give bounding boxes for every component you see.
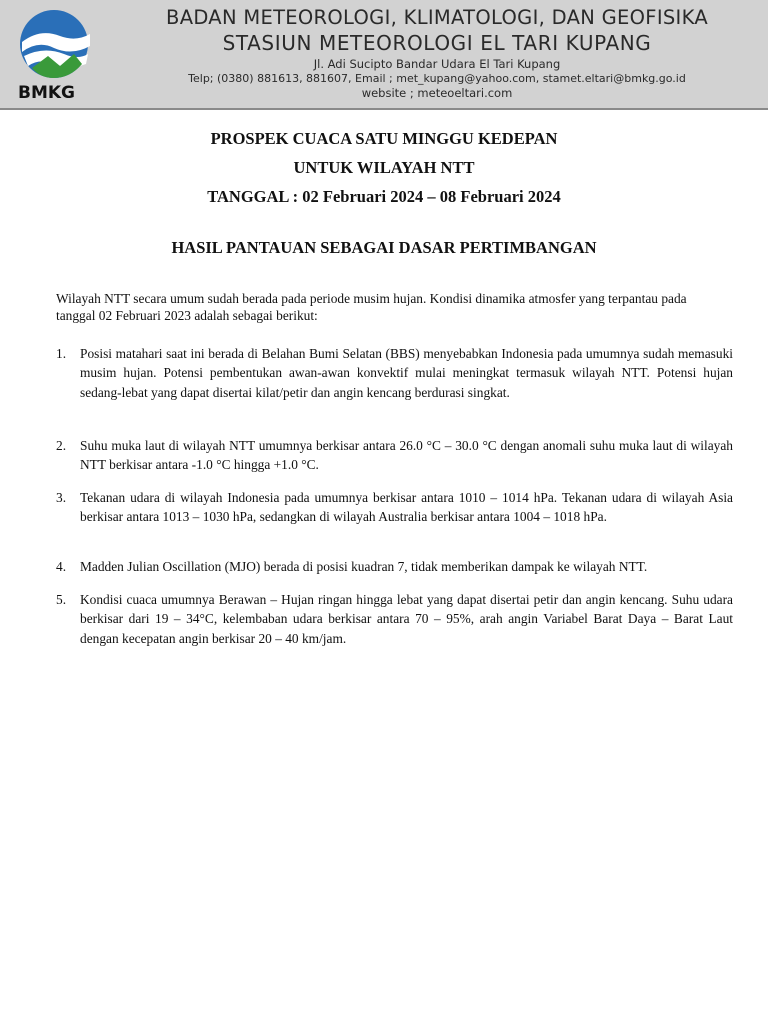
list-item <box>56 557 733 590</box>
document-region: UNTUK WILAYAH NTT <box>293 158 475 177</box>
list-item-text: Posisi matahari saat ini berada di Belahan Bumi Selatan (BBS) menyebabkan Indonesia pada umumnya sudah memasuki musim hujan. Potensi pembentukan awan-awan konvektif mulai meningkat termasuk wilayah NTT. Potensi hujan sedang-lebat yang dapat disertai kilat/petir dan angin kencang berdurasi singkat. <box>80 346 733 400</box>
document-titles <box>0 124 768 211</box>
list-item-text: Kondisi cuaca umumnya Berawan – Hujan ringan hingga lebat yang dapat disertai petir dan angin kencang. Suhu udara berkisar dari 19 – 34°C, kelembaban udara berkisar antara 70 – 95%, arah angin Variabel Barat Daya – Barat Laut dengan kecepatan angin berkisar 20 – 40 km/jam. <box>80 592 733 646</box>
list-item <box>56 436 733 488</box>
intro-paragraph: Wilayah NTT secara umum sudah berada pada periode musim hujan. Kondisi dinamika atmosfer yang terpantau pada tanggal 02 Februari 2023 adalah sebagai berikut: <box>56 291 687 323</box>
list-item-text: Madden Julian Oscillation (MJO) berada di posisi kuadran 7, tidak memberikan dampak ke wilayah NTT. <box>80 559 648 574</box>
conditions-list <box>56 344 733 650</box>
list-item-number: 2. <box>56 438 67 453</box>
list-item-number: 4. <box>56 559 67 574</box>
list-item-number: 3. <box>56 490 67 505</box>
document-title: PROSPEK CUACA SATU MINGGU KEDEPAN <box>210 129 558 148</box>
station-address: Jl. Adi Sucipto Bandar Udara El Tari Kupang <box>313 57 561 71</box>
agency-name: BADAN METEOROLOGI, KLIMATOLOGI, DAN GEOFISIKA <box>166 6 708 29</box>
station-website: website ; meteoeltari.com <box>361 86 513 100</box>
letterhead <box>0 0 768 110</box>
list-item-number: 1. <box>56 346 67 361</box>
list-item <box>56 590 733 650</box>
list-item <box>56 488 733 557</box>
station-name: STASIUN METEOROLOGI EL TARI KUPANG <box>222 31 652 55</box>
list-item <box>56 344 733 436</box>
bmkg-logo <box>10 6 108 102</box>
letterhead-text <box>112 6 762 100</box>
station-contact: Telp; (0380) 881613, 881607, Email ; met_kupang@yahoo.com, stamet.eltari@bmkg.go.id <box>188 72 686 85</box>
section-heading: HASIL PANTAUAN SEBAGAI DASAR PERTIMBANGAN <box>171 238 597 257</box>
list-item-number: 5. <box>56 592 67 607</box>
list-item-text: Tekanan udara di wilayah Indonesia pada umumnya berkisar antara 1010 – 1014 hPa. Tekanan udara di wilayah Asia berkisar antara 1013 – 1030 hPa, sedangkan di wilayah Australia berkisar antara 1004 – 1018 hPa. <box>80 490 733 525</box>
document-date-range: TANGGAL : 02 Februari 2024 – 08 Februari 2024 <box>207 187 561 206</box>
list-item-text: Suhu muka laut di wilayah NTT umumnya berkisar antara 26.0 °C – 30.0 °C dengan anomali suhu muka laut di wilayah NTT berkisar antara -1.0 °C hingga +1.0 °C. <box>80 438 733 473</box>
svg-text:BMKG: BMKG <box>18 83 76 102</box>
